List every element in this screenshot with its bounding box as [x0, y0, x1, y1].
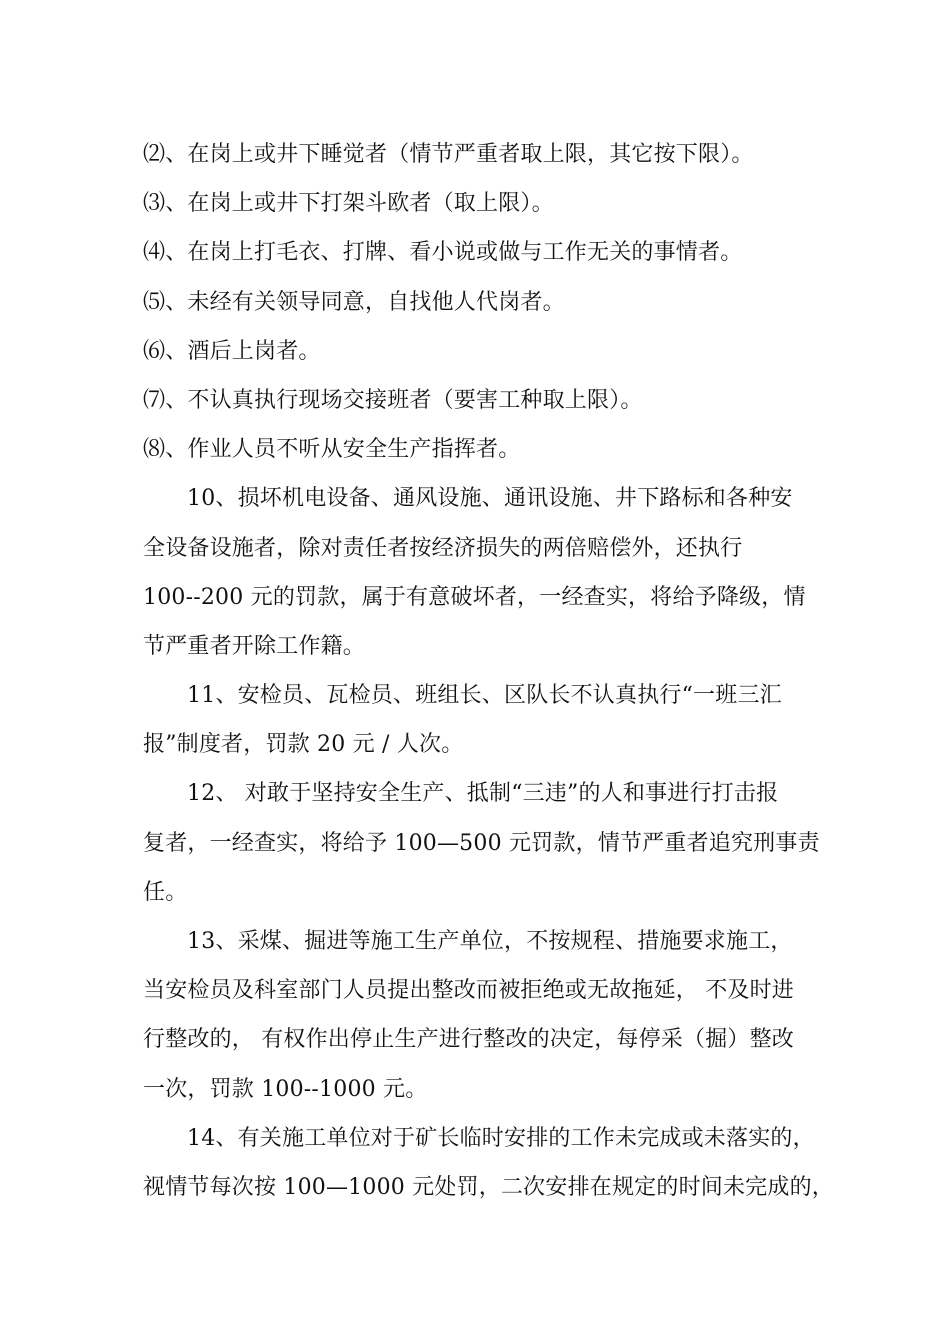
- text-line: 全设备设施者，除对责任者按经济损失的两倍赔偿外，还执行: [143, 535, 743, 561]
- text-line: 复者，一经查实，将给予 100—500 元罚款，情节严重者追究刑事责: [143, 830, 820, 856]
- text-line: 视情节每次按 100—1000 元处罚，二次安排在规定的时间未完成的，: [143, 1174, 834, 1200]
- paragraph-13-start: 13、采煤、掘进等施工生产单位，不按规程、措施要求施工，: [187, 929, 793, 954]
- text-line: 100--200 元的罚款，属于有意破坏者，一经查实，将给予降级，情: [143, 584, 806, 610]
- text-line: 一次，罚款 100--1000 元。: [143, 1076, 428, 1102]
- text-line: 任。: [143, 879, 188, 905]
- text-line: ⑸、未经有关领导同意，自找他人代岗者。: [143, 289, 565, 315]
- text-line: ⑶、在岗上或井下打架斗欧者（取上限）。: [143, 191, 554, 217]
- text-line: 当安检员及科室部门人员提出整改而被拒绝或无故拖延， 不及时进: [143, 978, 794, 1004]
- text-line: ⑷、在岗上打毛衣、打牌、看小说或做与工作无关的事情者。: [143, 240, 743, 266]
- text-line: ⑻、作业人员不听从安全生产指挥者。: [143, 437, 521, 463]
- paragraph-11-start: 11、安检员、瓦检员、班组长、区队长不认真执行“一班三汇: [187, 683, 782, 709]
- document-body: [143, 130, 833, 1212]
- text-line: ⑺、不认真执行现场交接班者（要害工种取上限）。: [143, 387, 643, 413]
- text-line: 节严重者开除工作籍。: [143, 633, 366, 659]
- paragraph-12-start: 12、 对敢于坚持安全生产、抵制“三违”的人和事进行打击报: [187, 781, 779, 807]
- paragraph-14-start: 14、有关施工单位对于矿长临时安排的工作未完成或未落实的，: [187, 1125, 815, 1151]
- text-line: ⑹、酒后上岗者。: [143, 338, 321, 364]
- paragraph-10-start: 10、损坏机电设备、通风设施、通讯设施、井下路标和各种安: [187, 486, 793, 512]
- text-line: ⑵、在岗上或井下睡觉者（情节严重者取上限，其它按下限）。: [143, 142, 754, 167]
- text-line: 行整改的， 有权作出停止生产进行整改的决定，每停采（掘）整改: [143, 1027, 794, 1053]
- text-line: 报”制度者，罚款 20 元 / 人次。: [143, 732, 464, 758]
